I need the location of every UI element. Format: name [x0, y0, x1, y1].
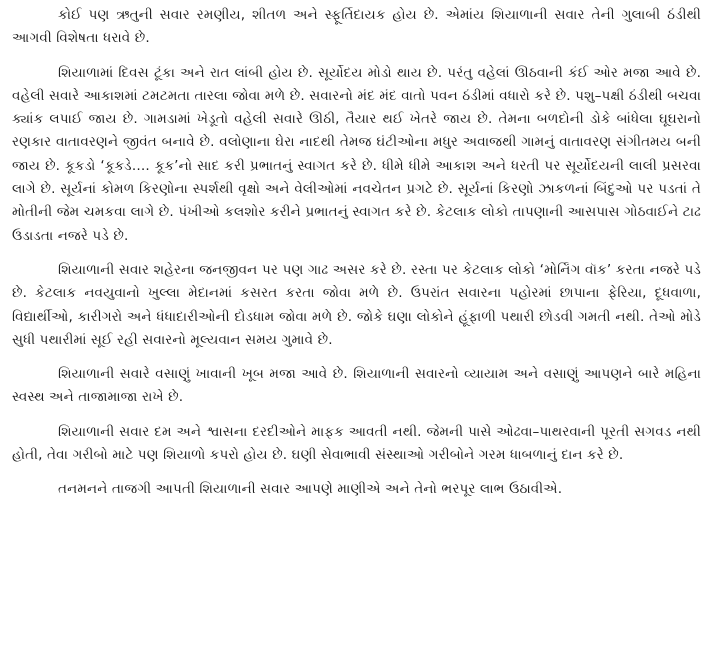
paragraph-vasanu: શિયાળાની સવારે વસાણું ખાવાની ખૂબ મજા આવે છે. શિયાળાની સવારનો વ્યાયામ અને વસાણું આપણને બારે મહિના સ્વસ્થ અને તાજામાજા રાખે છે. — [12, 366, 701, 406]
paragraph-intro: કોઈ પણ ઋતુની સવાર રમણીય, શીતળ અને સ્ફૂર્તિદાયક હોય છે. એમાંય શિયાળાની સવાર તેની ગુલાબી ઠંડીથી આગવી વિશેષતા ધરાવે છે. — [12, 7, 701, 47]
paragraph-conclusion: તનમનને તાજગી આપતી શિયાળાની સવાર આપણે માણીએ અને તેનો ભરપૂર લાભ ઉઠાવીએ. — [58, 481, 563, 498]
paragraph-village-morning: શિયાળામાં દિવસ ટૂંકા અને રાત લાંબી હોય છે. સૂર્યોદય મોડો થાય છે. પરંતુ વહેલાં ઊઠવાની કંઈ ઓર મજા આવે છે. વહેલી સવારે આકાશમાં ટમટમતા તારલા જોવા મળે છે. સવારનો મંદ મંદ વાતો પવન ઠંડીમાં વધારો કરે છે. પશુ–પક્ષી ઠંડીથી બચવા ક્યાંક લપાઈ જાય છે. ગામડામાં ખેડૂતો વહેલી સવારે ઊઠી, તૈયાર થઈ ખેતરે જાય છે. તેમના બળદોની ડોકે બાંધેલા ઘૂઘરાનો રણકાર વાતાવરણને જીવંત બનાવે છે. વલોણાના ઘેરા નાદથી તેમજ ઘંટીઓના મધુર અવાજથી ગામનું વાતાવરણ સંગીતમય બની જાય છે. કૂકડો ‘કૂકડે…. કૂક’નો સાદ કરી પ્રભાતનું સ્વાગત કરે છે. ધીમે ધીમે આકાશ અને ધરતી પર સૂર્યોદયની લાલી પ્રસરવા લાગે છે. સૂર્યનાં કોમળ કિરણોના સ્પર્શથી વૃક્ષો અને વેલીઓમાં નવચેતન પ્રગટે છે. સૂર્યનાં કિરણો ઝાકળનાં બિંદુઓ પર પડતાં તે મોતીની જેમ ચમકવા લાગે છે. પંખીઓ કલશોર કરીને પ્રભાતનું સ્વાગત કરે છે. કેટલાક લોકો તાપણાની આસપાસ ગોઠવાઈને ટાઢ ઉડાડતા નજરે પડે છે. — [12, 64, 701, 244]
paragraph-hardship: શિયાળાની સવાર દમ અને શ્વાસના દરદીઓને માફક આવતી નથી. જેમની પાસે ઓઢવા–પાથરવાની પૂરતી સગવડ નથી હોતી, તેવા ગરીબો માટે પણ શિયાળો કપરો હોય છે. ઘણી સેવાભાવી સંસ્થાઓ ગરીબોને ગરમ ધાબળાનું દાન કરે છે. — [12, 423, 701, 464]
paragraph-city-morning: શિયાળાની સવાર શહેરના જનજીવન પર પણ ગાઢ અસર કરે છે. રસ્તા પર કેટલાક લોકો ‘મોર્નિંગ વૉક’ કરતા નજરે પડે છે. કેટલાક નવયુવાનો ખુલ્લા મેદાનમાં કસરત કરતા જોવા મળે છે. ઉપરાંત સવારના પહોરમાં છાપાના ફેરિયા, દૂધવાળા, વિદ્યાર્થીઓ, કારીગરો અને ધંધાદારીઓની દોડધામ જોવા મળે છે. જોકે ઘણા લોકોને હૂંફાળી પથારી છોડવી ગમતી નથી. તેઓ મોડે સુધી પથારીમાં સૂઈ રહી સવારનો મૂલ્યવાન સમય ગુમાવે છે. — [12, 261, 701, 348]
